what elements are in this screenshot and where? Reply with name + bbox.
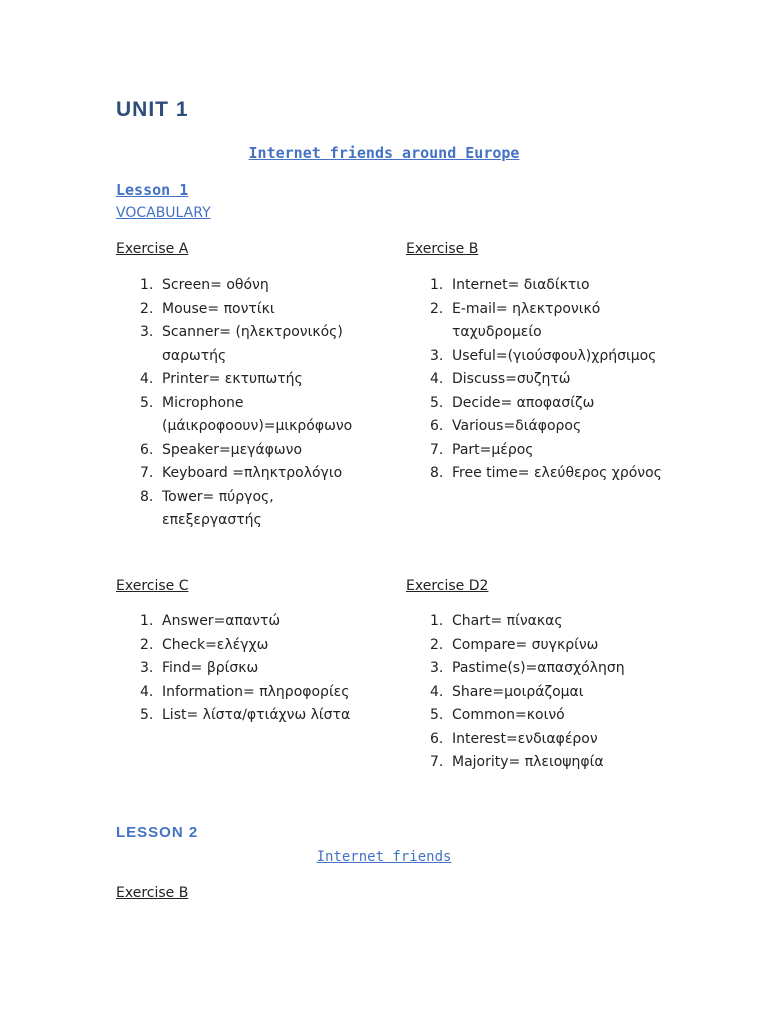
list-item-number: 3. — [430, 347, 444, 364]
list-item — [116, 462, 376, 486]
list-item-number: 4. — [140, 683, 154, 700]
list-item — [406, 298, 668, 345]
list-item — [116, 439, 376, 463]
lesson-2-title: Internet friends — [316, 849, 452, 865]
list-item — [116, 486, 376, 533]
list-item-text: Majority= πλειοψηφία — [452, 754, 604, 770]
list-item-number: 5. — [430, 707, 444, 723]
list-item-text: Compare= συγκρίνω — [452, 636, 599, 653]
exercise-c-heading: Exercise C — [116, 578, 189, 594]
list-item-number: 5. — [140, 707, 154, 723]
list-item-text: Interest=ενδιαφέρον — [452, 730, 598, 747]
list-item — [406, 704, 706, 728]
list-item-text: Useful=(γιούσφουλ)χρήσιμος — [452, 347, 657, 364]
list-item-text: Various=διάφορος — [452, 418, 582, 434]
exercise-c-list — [116, 610, 406, 728]
list-item-text: Answer=απαντώ — [162, 613, 281, 629]
exercise-d2-heading: Exercise D2 — [406, 578, 489, 594]
list-item — [116, 634, 406, 658]
list-item-number: 1. — [140, 277, 154, 293]
list-item — [116, 368, 376, 392]
list-item — [116, 298, 376, 322]
list-item-number: 1. — [140, 613, 154, 629]
list-item-number: 4. — [430, 683, 444, 700]
list-item-number: 5. — [140, 394, 154, 411]
list-item — [406, 345, 668, 369]
list-item-number: 3. — [140, 660, 154, 676]
list-item-number: 6. — [430, 730, 444, 747]
lesson-1-heading: Lesson 1 — [116, 181, 189, 199]
list-item-text: Mouse= ποντίκι — [162, 300, 275, 317]
list-item — [116, 657, 406, 681]
list-item — [116, 274, 376, 298]
list-item-text: Pastime(s)=απασχόληση — [452, 660, 625, 676]
list-item-number: 8. — [140, 488, 154, 505]
list-item — [116, 392, 376, 439]
list-item-text: Information= πληροφορίες — [162, 683, 350, 700]
list-item-number: 8. — [430, 465, 444, 481]
list-item — [406, 439, 668, 463]
list-item-text: Part=μέρος — [452, 441, 534, 458]
exercise-b-heading: Exercise B — [406, 241, 479, 257]
list-item-text: Find= βρίσκω — [162, 660, 259, 676]
list-item — [406, 415, 668, 439]
list-item — [406, 274, 668, 298]
list-item-text: Speaker=μεγάφωνο — [162, 441, 303, 458]
exercise-d2-list — [406, 610, 706, 775]
list-item-text: Chart= πίνακας — [452, 613, 563, 629]
list-item-number: 2. — [140, 300, 154, 317]
list-item — [116, 321, 376, 368]
list-item — [406, 728, 706, 752]
vocabulary-heading: VOCABULARY — [116, 205, 211, 221]
list-item — [406, 681, 706, 705]
list-item-text: Free time= ελεύθερος χρόνος — [452, 465, 662, 481]
list-item-text: Screen= οθόνη — [162, 277, 269, 293]
list-item-number: 3. — [430, 660, 444, 676]
lesson-2-exercise-b-heading: Exercise B — [116, 885, 189, 901]
list-item — [406, 657, 706, 681]
list-item — [116, 681, 406, 705]
list-item-text: Check=ελέγχω — [162, 636, 269, 653]
list-item-text: Share=μοιράζομαι — [452, 683, 584, 700]
list-item-text: Common=κοινό — [452, 707, 565, 723]
list-item — [116, 704, 406, 728]
list-item-number: 7. — [430, 754, 444, 770]
list-item-text: Printer= εκτυπωτής — [162, 371, 303, 387]
list-item-number: 6. — [430, 418, 444, 434]
list-item-number: 1. — [430, 277, 444, 293]
list-item-number: 2. — [430, 300, 444, 317]
list-item — [406, 392, 668, 416]
list-item — [406, 462, 668, 486]
list-item-number: 2. — [430, 636, 444, 653]
list-item-text: E-mail= ηλεκτρονικό ταχυδρομείο — [452, 300, 601, 340]
list-item-text: Decide= αποφασίζω — [452, 394, 595, 411]
list-item-number: 7. — [430, 441, 444, 458]
list-item-number: 6. — [140, 441, 154, 458]
unit-title: UNIT 1 — [116, 98, 189, 121]
exercise-a-list — [116, 274, 376, 533]
list-item — [406, 751, 706, 775]
exercise-a-heading: Exercise A — [116, 241, 189, 257]
list-item-number: 7. — [140, 465, 154, 481]
list-item — [406, 368, 668, 392]
list-item-number: 1. — [430, 613, 444, 629]
list-item-number: 5. — [430, 394, 444, 411]
list-item-number: 4. — [140, 371, 154, 387]
list-item-text: List= λίστα/φτιάχνω λίστα — [162, 707, 351, 723]
list-item-number: 4. — [430, 371, 444, 387]
list-item-text: Tower= πύργος, επεξεργαστής — [162, 488, 274, 528]
list-item-number: 3. — [140, 324, 154, 340]
list-item — [116, 610, 406, 634]
list-item — [406, 634, 706, 658]
list-item-text: Discuss=συζητώ — [452, 371, 571, 387]
list-item-text: Scanner= (ηλεκτρονικός) σαρωτής — [162, 324, 343, 364]
list-item — [406, 610, 706, 634]
list-item-text: Internet= διαδίκτιο — [452, 277, 590, 293]
list-item-text: Keyboard =πληκτρολόγιο — [162, 465, 343, 481]
list-item-number: 2. — [140, 636, 154, 653]
lesson-2-heading: LESSON 2 — [116, 824, 199, 841]
list-item-text: Microphone (μάικροφοουν)=μικρόφωνο — [162, 394, 353, 434]
exercise-b-list — [406, 274, 668, 486]
document-title: Internet friends around Europe — [248, 144, 520, 162]
